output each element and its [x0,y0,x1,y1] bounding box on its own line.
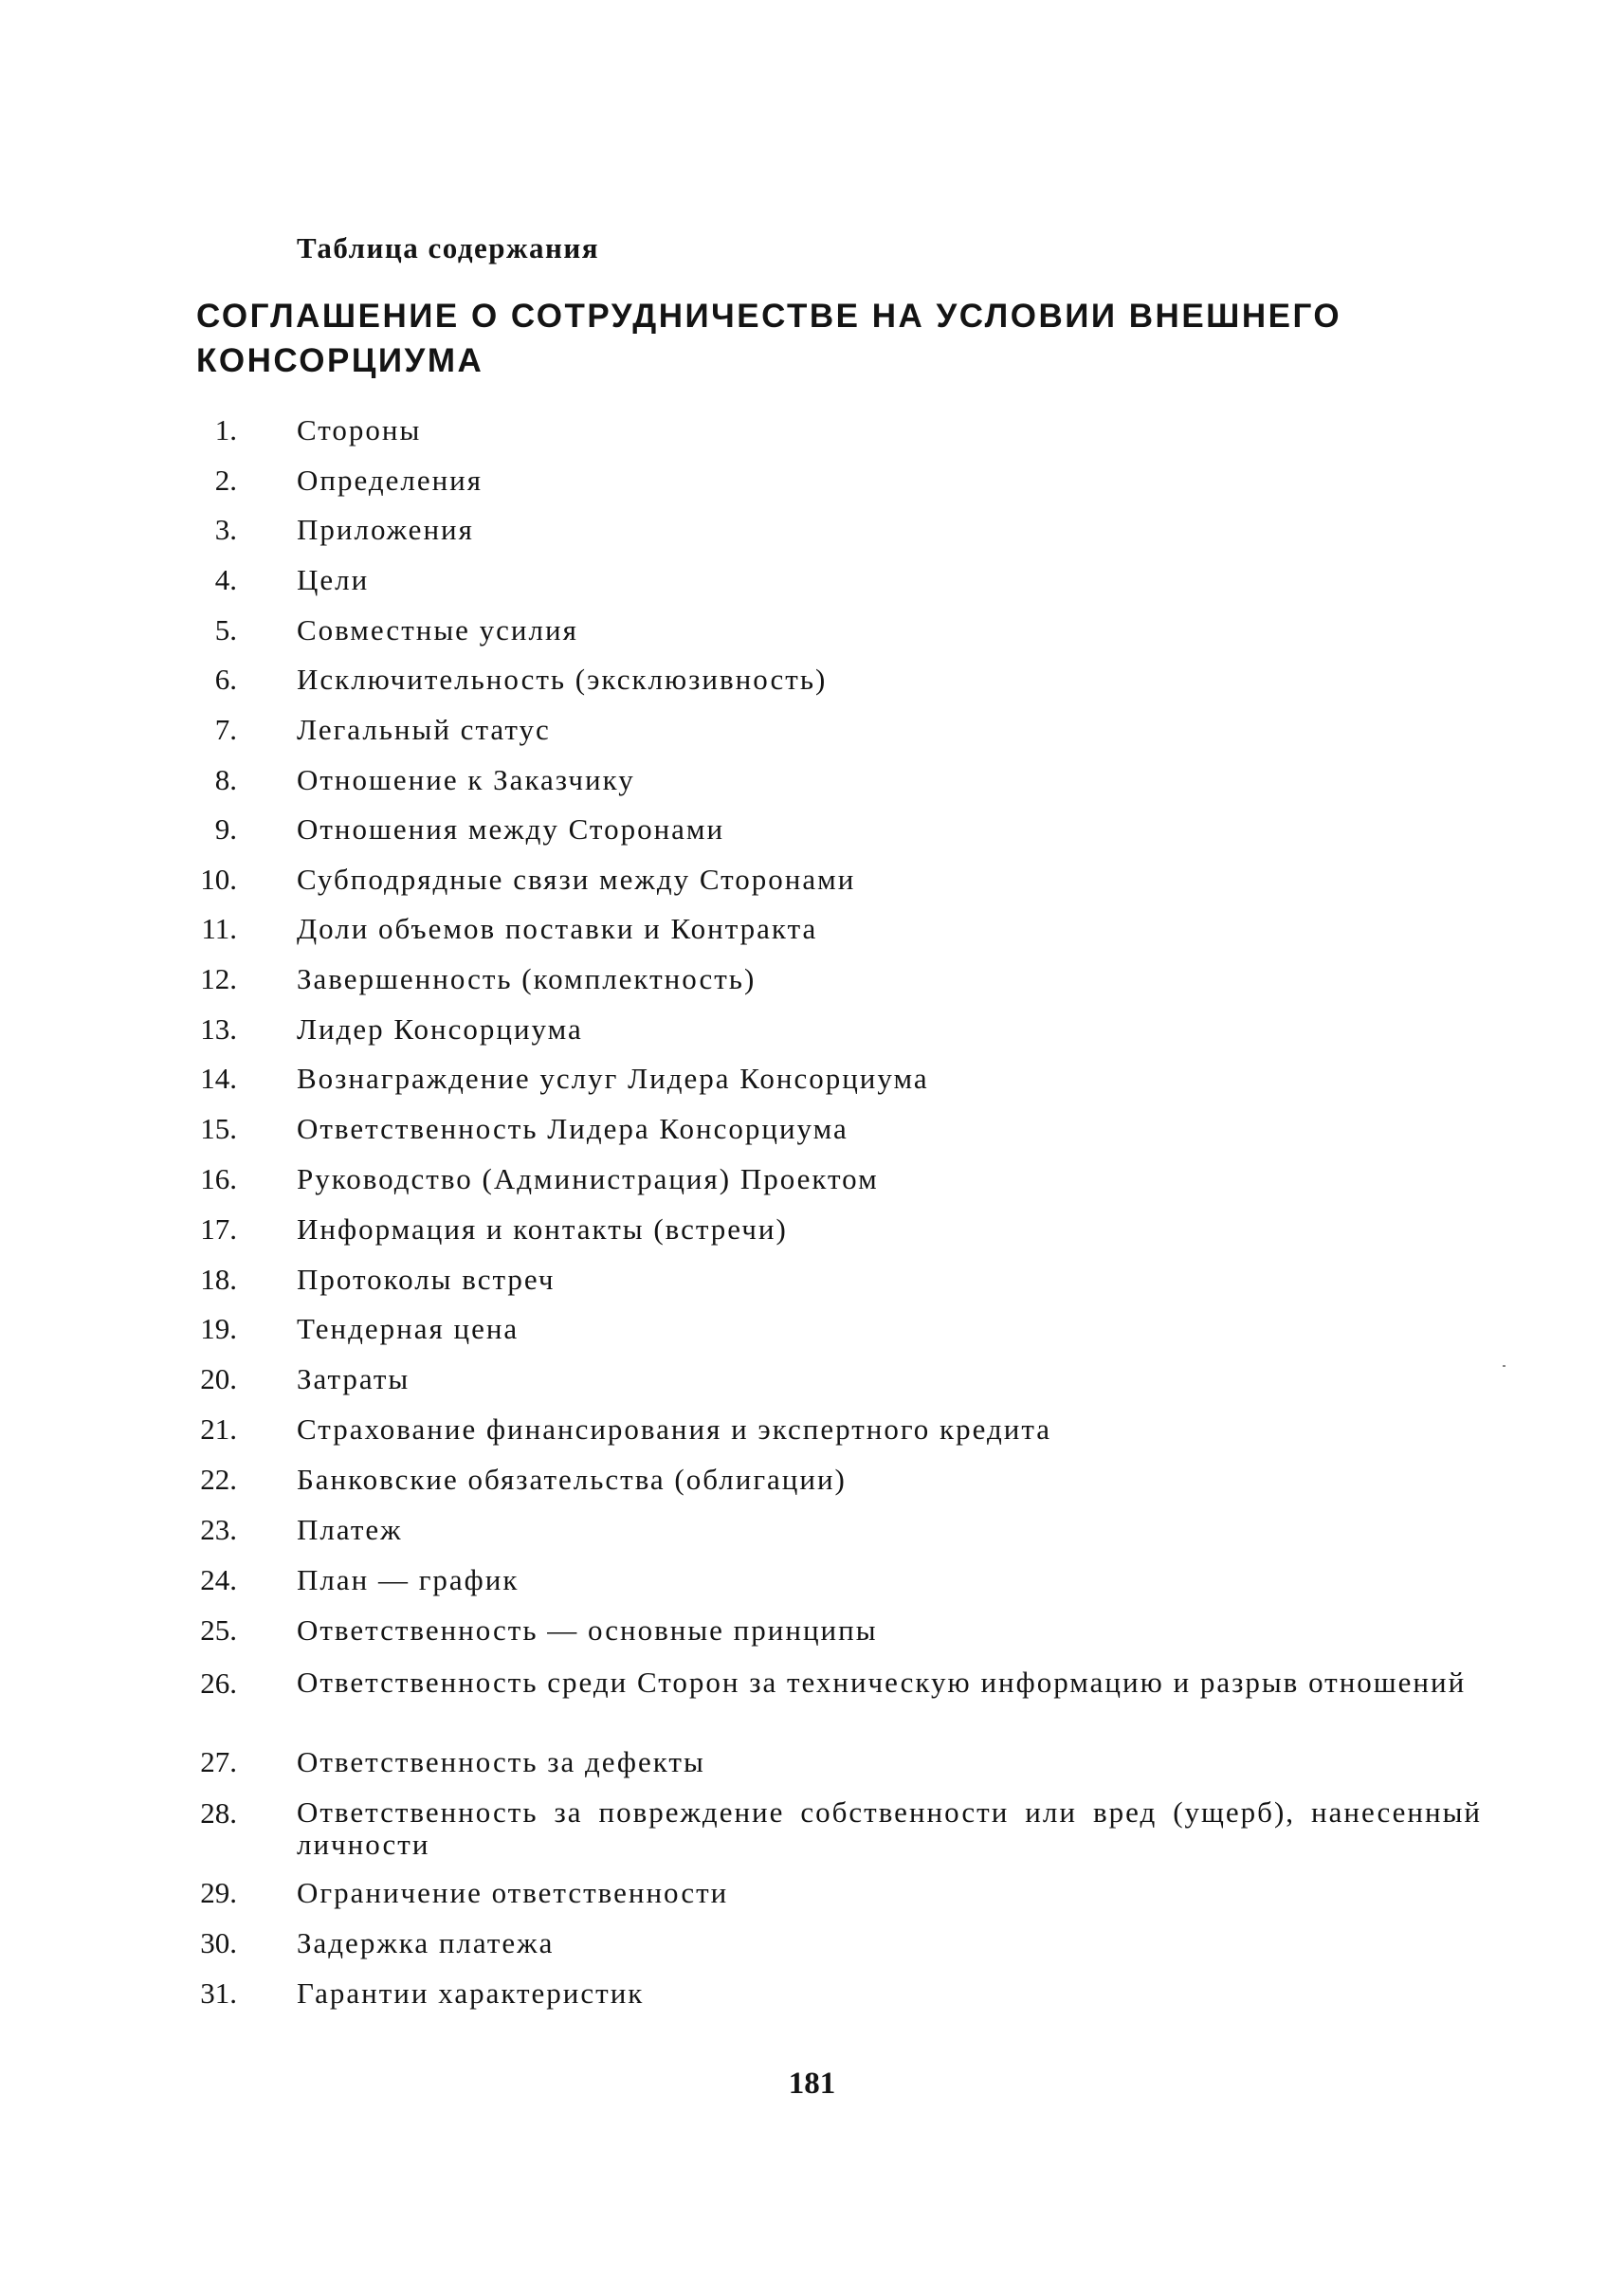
toc-entry-number: 26. [200,1667,237,1700]
toc-entry-number: 14. [200,1062,237,1095]
toc-entry-number: 27. [200,1745,237,1778]
toc-entry-number: 9. [214,812,237,846]
toc-entry-title: Отношения между Сторонами [297,812,725,846]
toc-entry-number: 23. [200,1513,237,1546]
toc-entry-title: Лидер Консорциума [297,1012,583,1046]
toc-entry-number: 8. [214,763,237,796]
toc-entry-number: 3. [214,513,237,546]
toc-entry-title: Стороны [297,413,422,446]
toc-entry-title: Тендерная цена [297,1312,520,1345]
toc-entry-number: 31. [200,1976,237,2010]
toc-entry-number: 29. [200,1876,237,1909]
toc-entry-title: Приложения [297,513,474,546]
toc-entry-title: Руководство (Администрация) Проектом [297,1162,879,1195]
toc-entry-title: Платеж [297,1513,403,1546]
toc-entry-title: Отношение к Заказчику [297,763,635,796]
toc-entry-title: Ответственность за дефекты [297,1745,705,1778]
toc-entry-title: Цели [297,563,370,596]
toc-entry-title: Ответственность среди Сторон за техническую информацию и разрыв отношений [297,1666,1467,1699]
toc-entry-number: 6. [214,663,237,696]
toc-entry-title: Банковские обязательства (облигации) [297,1463,847,1496]
toc-entry-number: 15. [200,1112,237,1145]
toc-label: Таблица содержания [297,231,600,264]
toc-entry-title: Гарантии характеристик [297,1976,645,2010]
toc-entry-number: 25. [200,1613,237,1647]
toc-entry-number: 18. [200,1263,237,1296]
toc-entry-number: 2. [214,464,237,497]
toc-entry-number: 28. [200,1796,237,1830]
toc-entry-title: Легальный статус [297,713,551,746]
toc-entry-title: Ответственность за повреждение собственности или вред (ущерб), нанесенный личности [297,1795,1482,1861]
toc-entry-number: 4. [214,563,237,596]
toc-entry-number: 11. [201,912,237,945]
toc-entry-number: 10. [200,863,237,896]
document-title: СОГЛАШЕНИЕ О СОТРУДНИЧЕСТВЕ НА УСЛОВИИ ВНЕШНЕГО КОНСОРЦИУМА [196,298,1342,379]
toc-entry-number: 17. [200,1212,237,1246]
toc-entry-number: 20. [200,1362,237,1395]
toc-entry-title: Ответственность Лидера Консорциума [297,1112,848,1145]
toc-entry-number: 30. [200,1926,237,1959]
toc-entry-number: 5. [214,613,237,647]
page-number: 181 [788,2067,836,2101]
toc-entry-title: Ограничение ответственности [297,1876,729,1909]
toc-entry-number: 16. [200,1162,237,1195]
toc-entry-title: Задержка платежа [297,1926,555,1959]
toc-entry-number: 1. [214,413,237,446]
toc-entry-number: 22. [200,1463,237,1496]
toc-entry-title: Страхование финансирования и экспертного кредита [297,1412,1052,1446]
toc-entry-title: План — график [297,1563,520,1596]
toc-entry-number: 7. [214,713,237,746]
toc-entry-title: Протоколы встреч [297,1263,556,1296]
toc-entry-number: 19. [200,1312,237,1345]
toc-entry-title: Вознаграждение услуг Лидера Консорциума [297,1062,929,1095]
toc-entry-title: Доли объемов поставки и Контракта [297,912,818,945]
toc-entry-number: 12. [200,962,237,995]
toc-entry-title: Субподрядные связи между Сторонами [297,863,856,896]
toc-entry-title: Завершенность (комплектность) [297,962,757,995]
toc-entry-number: 24. [200,1563,237,1596]
toc-entry-title: Совместные усилия [297,613,578,647]
toc-entry-title: Затраты [297,1362,411,1395]
toc-entry-title: Определения [297,464,484,497]
toc-entry-title: Исключительность (эксклюзивность) [297,663,828,696]
toc-entry-title: Ответственность — основные принципы [297,1613,878,1647]
toc-entry-title: Информация и контакты (встречи) [297,1212,788,1246]
toc-entry-number: 21. [200,1412,237,1446]
toc-entry-number: 13. [200,1012,237,1046]
scan-speck [1503,1365,1505,1367]
